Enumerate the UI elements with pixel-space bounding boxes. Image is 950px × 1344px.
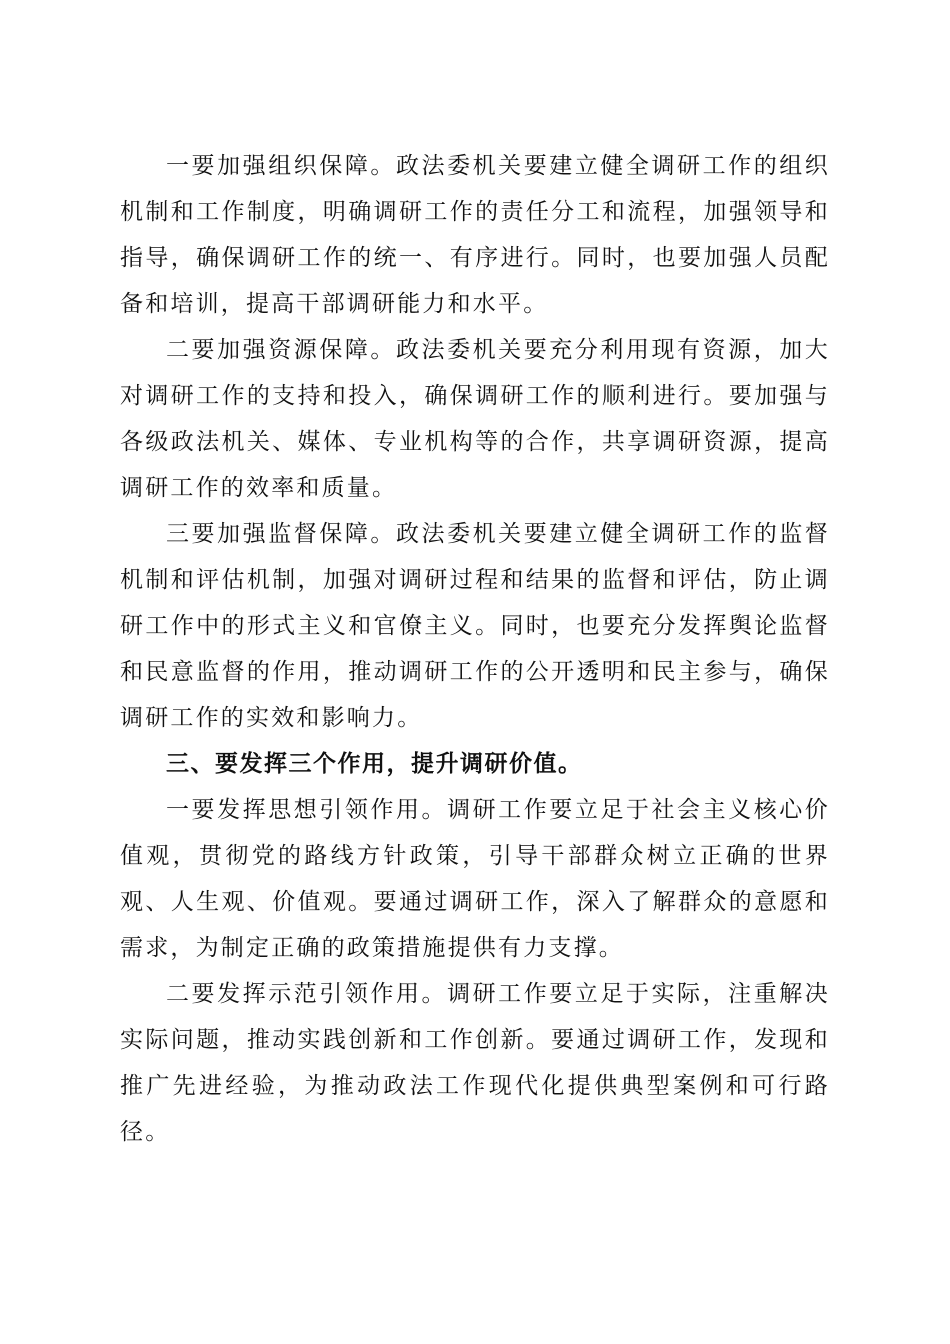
- paragraph-ideological-leadership: 一要发挥思想引领作用。调研工作要立足于社会主义核心价值观，贯彻党的路线方针政策，引导干部群众树立正确的世界观、人生观、价值观。要通过调研工作，深入了解群众的意愿和需求，为制定正确的政策措施提供有力支撑。: [120, 797, 830, 961]
- section-heading: 三、要发挥三个作用，提升调研价值。: [166, 750, 583, 777]
- paragraph-resource-guarantee: 二要加强资源保障。政法委机关要充分利用现有资源，加大对调研工作的支持和投入，确保调研工作的顺利进行。要加强与各级政法机关、媒体、专业机构等的合作，共享调研资源，提高调研工作的效率和质量。: [120, 337, 830, 501]
- paragraph-supervision-guarantee: 三要加强监督保障。政法委机关要建立健全调研工作的监督机制和评估机制，加强对调研过程和结果的监督和评估，防止调研工作中的形式主义和官僚主义。同时，也要充分发挥舆论监督和民意监督的作用，推动调研工作的公开透明和民主参与，确保调研工作的实效和影响力。: [120, 521, 830, 731]
- paragraph-demonstration-leadership: 二要发挥示范引领作用。调研工作要立足于实际，注重解决实际问题，推动实践创新和工作创新。要通过调研工作，发现和推广先进经验，为推动政法工作现代化提供典型案例和可行路径。: [120, 981, 830, 1145]
- document-body: [120, 143, 830, 1155]
- paragraph-organization-guarantee: 一要加强组织保障。政法委机关要建立健全调研工作的组织机制和工作制度，明确调研工作的责任分工和流程，加强领导和指导，确保调研工作的统一、有序进行。同时，也要加强人员配备和培训，提高干部调研能力和水平。: [120, 153, 830, 317]
